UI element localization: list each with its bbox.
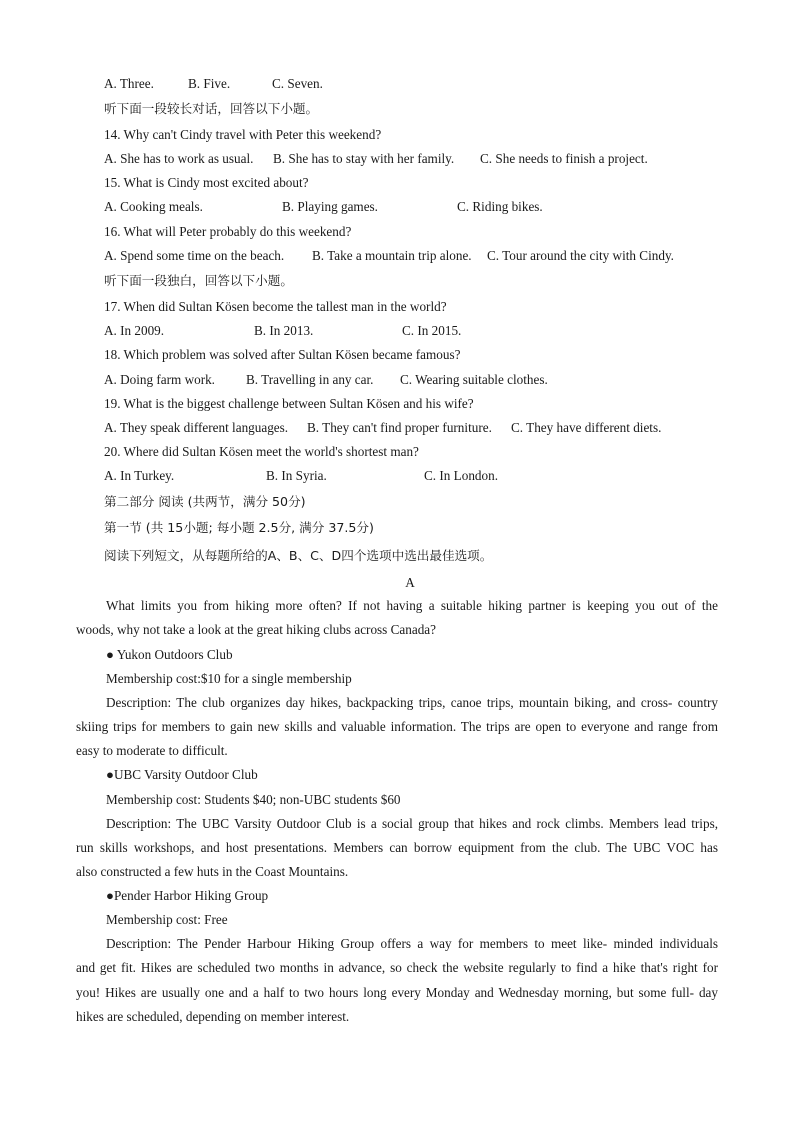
club-1-cost: Membership cost:$10 for a single membership bbox=[106, 671, 352, 686]
question-17: 17. When did Sultan Kösen become the tallest man in the world? bbox=[104, 299, 447, 314]
instruction-monologue: 听下面一段独白，回答以下小题。 bbox=[104, 273, 293, 288]
passage-label: A bbox=[405, 575, 415, 590]
option-c: C. They have different diets. bbox=[511, 420, 662, 435]
section-one-heading: 第一节 (共 15小题; 每小题 2.5分, 满分 37.5分) bbox=[104, 520, 374, 535]
option-a: A. In 2009. bbox=[104, 323, 165, 338]
club-2-name: ●UBC Varsity Outdoor Club bbox=[106, 767, 258, 782]
option-a: A. Cooking meals. bbox=[104, 199, 203, 214]
club-1-desc-line-1: Description: The club organizes day hikes, backpacking trips, canoe trips, mountain biking, and cross- country bbox=[106, 695, 718, 710]
club-2-desc-line-1: Description: The UBC Varsity Outdoor Club is a social group that hikes and rock climbs. Members lead trips, bbox=[106, 816, 718, 831]
club-2-cost: Membership cost: Students $40; non-UBC students $60 bbox=[106, 792, 401, 807]
option-c: C. Seven. bbox=[272, 76, 323, 91]
option-a: A. Three. bbox=[104, 76, 154, 91]
question-15: 15. What is Cindy most excited about? bbox=[104, 175, 309, 190]
option-c: C. In London. bbox=[424, 468, 498, 483]
option-c: C. She needs to finish a project. bbox=[480, 151, 648, 166]
instruction-long-dialogue: 听下面一段较长对话，回答以下小题。 bbox=[104, 101, 319, 116]
club-3-desc-line-2: and get fit. Hikes are scheduled two months in advance, so check the website regularly to find a hike that's right for bbox=[76, 960, 718, 975]
option-b: B. She has to stay with her family. bbox=[273, 151, 455, 166]
question-16: 16. What will Peter probably do this weekend? bbox=[104, 224, 352, 239]
club-2-desc-line-3: also constructed a few huts in the Coast Mountains. bbox=[76, 864, 349, 879]
option-a: A. They speak different languages. bbox=[104, 420, 289, 435]
club-3-cost: Membership cost: Free bbox=[106, 912, 228, 927]
passage-intro-line-2: woods, why not take a look at the great hiking clubs across Canada? bbox=[76, 622, 436, 637]
option-a: A. Spend some time on the beach. bbox=[104, 248, 285, 263]
club-1-desc-line-3: easy to moderate to difficult. bbox=[76, 743, 228, 758]
option-c: C. Wearing suitable clothes. bbox=[400, 372, 548, 387]
part-two-heading: 第二部分 阅读 (共两节，满分 50分) bbox=[104, 494, 306, 509]
club-3-desc-line-3: you! Hikes are usually one and a half to two hours long every Monday and Wednesday morning, but some full- day bbox=[76, 985, 718, 1000]
club-3-desc-line-1: Description: The Pender Harbour Hiking Group offers a way for members to meet like- minded individuals bbox=[106, 936, 718, 951]
club-3-name: ●Pender Harbor Hiking Group bbox=[106, 888, 269, 903]
option-c: C. Riding bikes. bbox=[457, 199, 543, 214]
question-18: 18. Which problem was solved after Sultan Kösen became famous? bbox=[104, 347, 461, 362]
option-b: B. Take a mountain trip alone. bbox=[312, 248, 472, 263]
question-14: 14. Why can't Cindy travel with Peter this weekend? bbox=[104, 127, 382, 142]
option-a: A. In Turkey. bbox=[104, 468, 175, 483]
passage-intro-line-1: What limits you from hiking more often? If not having a suitable hiking partner is keeping you out of the bbox=[106, 598, 718, 613]
option-b: B. Travelling in any car. bbox=[246, 372, 374, 387]
club-3-desc-line-4: hikes are scheduled, depending on member interest. bbox=[76, 1009, 350, 1024]
option-b: B. Five. bbox=[188, 76, 231, 91]
option-b: B. Playing games. bbox=[282, 199, 378, 214]
club-1-name: ● Yukon Outdoors Club bbox=[106, 647, 233, 662]
club-1-desc-line-2: skiing trips for members to gain new skills and valuable information. The trips are open to everyone and range from bbox=[76, 719, 718, 734]
option-c: C. In 2015. bbox=[402, 323, 462, 338]
option-c: C. Tour around the city with Cindy. bbox=[487, 248, 674, 263]
reading-instruction: 阅读下列短文，从每题所给的A、B、C、D四个选项中选出最佳选项。 bbox=[104, 548, 493, 563]
question-20: 20. Where did Sultan Kösen meet the world's shortest man? bbox=[104, 444, 419, 459]
club-2-desc-line-2: run skills workshops, and host presentations. Members can borrow equipment from the club. The UBC VOC has bbox=[76, 840, 718, 855]
option-b: B. They can't find proper furniture. bbox=[307, 420, 492, 435]
option-b: B. In Syria. bbox=[266, 468, 327, 483]
option-b: B. In 2013. bbox=[254, 323, 314, 338]
option-a: A. She has to work as usual. bbox=[104, 151, 254, 166]
option-a: A. Doing farm work. bbox=[104, 372, 215, 387]
question-19: 19. What is the biggest challenge between Sultan Kösen and his wife? bbox=[104, 396, 474, 411]
